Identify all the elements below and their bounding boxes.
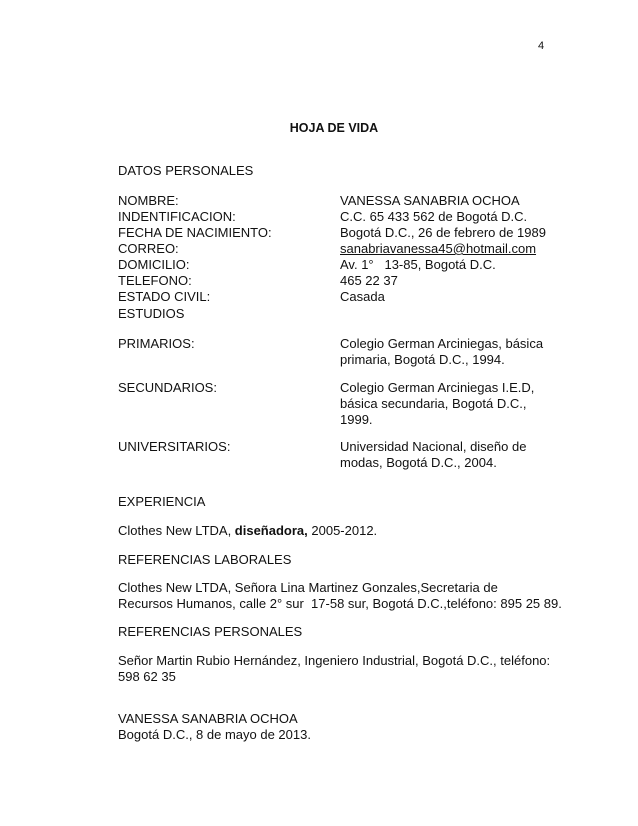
field-label-estado-civil: ESTADO CIVIL: [118,289,211,304]
field-value-telefono: 465 22 37 [340,273,398,288]
field-value-domicilio: Av. 1° 13-85, Bogotá D.C. [340,257,496,272]
study-label-universitarios: UNIVERSITARIOS: [118,439,231,454]
personal-reference-line2: 598 62 35 [118,669,176,684]
study-value-secundarios-line1: Colegio German Arciniegas I.E.D, [340,380,535,395]
study-value-universitarios-line1: Universidad Nacional, diseño de [340,439,527,454]
page-number: 4 [538,40,545,52]
email-link[interactable]: sanabriavanessa45@hotmail.com [340,241,537,256]
experience-period: 2005-2012. [307,523,378,538]
field-label-fecha-nacimiento: FECHA DE NACIMIENTO: [118,225,272,240]
field-label-telefono: TELEFONO: [118,273,192,288]
study-value-primarios-line2: primaria, Bogotá D.C., 1994. [340,352,505,367]
field-label-nombre: NOMBRE: [118,193,179,208]
field-value-fecha-nacimiento: Bogotá D.C., 26 de febrero de 1989 [340,225,546,240]
signature-name: VANESSA SANABRIA OCHOA [118,711,298,726]
experience-role: diseñadora, [234,523,308,538]
document-title [0,120,638,136]
section-heading-estudios: ESTUDIOS [118,306,185,321]
field-value-estado-civil: Casada [340,289,385,304]
experience-entry [118,523,377,539]
personal-reference-line1: Señor Martin Rubio Hernández, Ingeniero Industrial, Bogotá D.C., teléfono: [118,653,551,668]
section-heading-referencias-laborales: REFERENCIAS LABORALES [118,552,292,567]
field-label-domicilio: DOMICILIO: [118,257,190,272]
field-value-identificacion: C.C. 65 433 562 de Bogotá D.C. [340,209,528,224]
study-value-primarios-line1: Colegio German Arciniegas, básica [340,336,544,351]
study-value-secundarios-line2: básica secundaria, Bogotá D.C., [340,396,527,411]
study-label-primarios: PRIMARIOS: [118,336,195,351]
work-reference-line1: Clothes New LTDA, Señora Lina Martinez Gonzales,Secretaria de [118,580,498,595]
section-heading-referencias-personales: REFERENCIAS PERSONALES [118,624,303,639]
study-value-universitarios-line2: modas, Bogotá D.C., 2004. [340,455,497,470]
field-label-correo: CORREO: [118,241,179,256]
field-label-identificacion: INDENTIFICACION: [118,209,236,224]
signature-place-date: Bogotá D.C., 8 de mayo de 2013. [118,727,311,742]
study-value-secundarios-line3: 1999. [340,412,373,427]
work-reference-line2: Recursos Humanos, calle 2° sur 17-58 sur, Bogotá D.C.,teléfono: 895 25 89. [118,596,562,611]
section-heading-experiencia: EXPERIENCIA [118,494,206,509]
experience-company: Clothes New LTDA, [118,523,235,538]
document-title-text: HOJA DE VIDA [289,121,379,135]
section-heading-datos-personales: DATOS PERSONALES [118,163,254,178]
field-value-nombre: VANESSA SANABRIA OCHOA [340,193,520,208]
study-label-secundarios: SECUNDARIOS: [118,380,217,395]
